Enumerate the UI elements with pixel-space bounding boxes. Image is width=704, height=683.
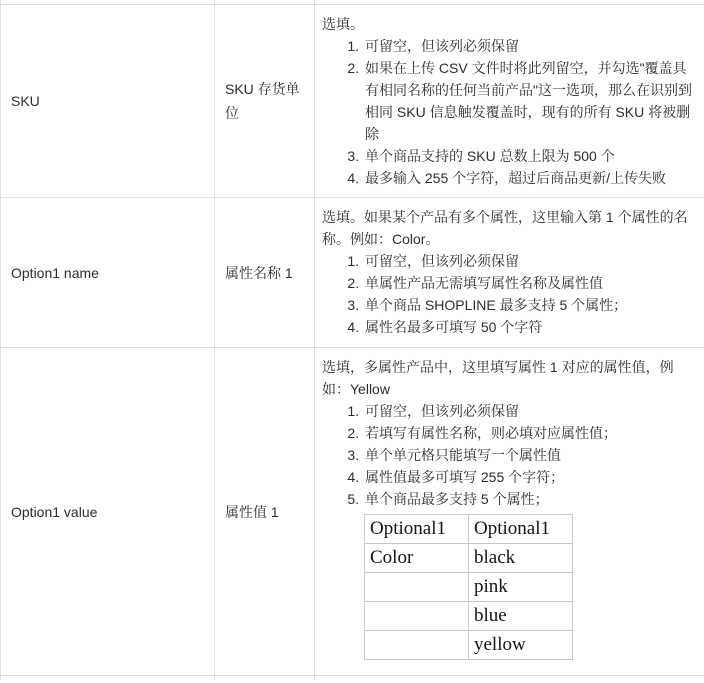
example-cell: blue [469,602,573,631]
table-row [1,198,704,348]
rule-item: 2. 单属性产品无需填写属性名称及属性值 [363,272,695,294]
rule-item: 3. 单个商品 SHOPLINE 最多支持 5 个属性； [363,294,695,316]
example-cell [365,602,469,631]
table-row [1,348,704,676]
field-cn-name: SKU 存货单位 [225,81,300,121]
field-desc-cell [315,198,704,348]
rule-item: 4. 属性名最多可填写 50 个字符 [363,316,695,338]
field-cn-name: 属性值 1 [225,503,279,520]
field-cn-cell [215,5,315,198]
rule-item: 2. 若填写有属性名称，则必填对应属性值； [363,422,695,444]
example-row [365,544,573,573]
table-row [1,5,704,198]
field-desc-cell [315,5,704,198]
rules-list [322,250,695,338]
field-name-cell [1,198,215,348]
field-name-cell [1,348,215,676]
field-name-cell [1,5,215,198]
rule-item: 3. 单个商品支持的 SKU 总数上限为 500 个 [363,145,695,167]
example-header-cell: Optional1 [469,515,573,544]
example-row [365,631,573,660]
example-cell: black [469,544,573,573]
rule-item: 5. 单个商品最多支持 5 个属性； [363,488,695,510]
example-values-table [364,514,573,660]
example-row [365,602,573,631]
rule-item: 1. 可留空，但该列必须保留 [363,400,695,422]
desc-intro: 选填，多属性产品中，这里填写属性 1 对应的属性值，例如：Yellow [322,359,674,397]
empty-cell [1,676,215,681]
rule-item: 1. 可留空，但该列必须保留 [363,250,695,272]
field-cn-cell [215,198,315,348]
field-cn-name: 属性名称 1 [225,264,293,281]
example-cell: yellow [469,631,573,660]
example-header-cell: Optional1 [365,515,469,544]
example-row [365,573,573,602]
table-row-partial-bottom [1,676,704,681]
desc-intro: 选填。 [322,16,364,32]
rule-item: 3. 单个单元格只能填写一个属性值 [363,444,695,466]
field-name: SKU [11,93,40,109]
example-header-row [365,515,573,544]
field-desc-cell [315,348,704,676]
field-cn-cell [215,348,315,676]
rule-item: 2. 如果在上传 CSV 文件时将此列留空，并勾选"覆盖具有相同名称的任何当前产品"这一选项，那么在识别到相同 SKU 信息触发覆盖时，现有的所有 SKU 将被删除 [363,57,695,145]
field-name: Option1 value [11,503,98,520]
example-cell [365,631,469,660]
example-cell: Color [365,544,469,573]
field-name: Option1 name [11,264,99,281]
empty-cell [315,676,704,681]
example-cell: pink [469,573,573,602]
rules-list [322,35,695,189]
desc-intro: 选填。如果某个产品有多个属性，这里输入第 1 个属性的名称。例如：Color。 [322,209,688,247]
rule-item: 4. 最多输入 255 个字符，超过后商品更新/上传失败 [363,167,695,189]
example-cell [365,573,469,602]
rule-item: 1. 可留空，但该列必须保留 [363,35,695,57]
empty-cell [215,676,315,681]
rules-list [322,400,695,510]
rule-item: 4. 属性值最多可填写 255 个字符； [363,466,695,488]
